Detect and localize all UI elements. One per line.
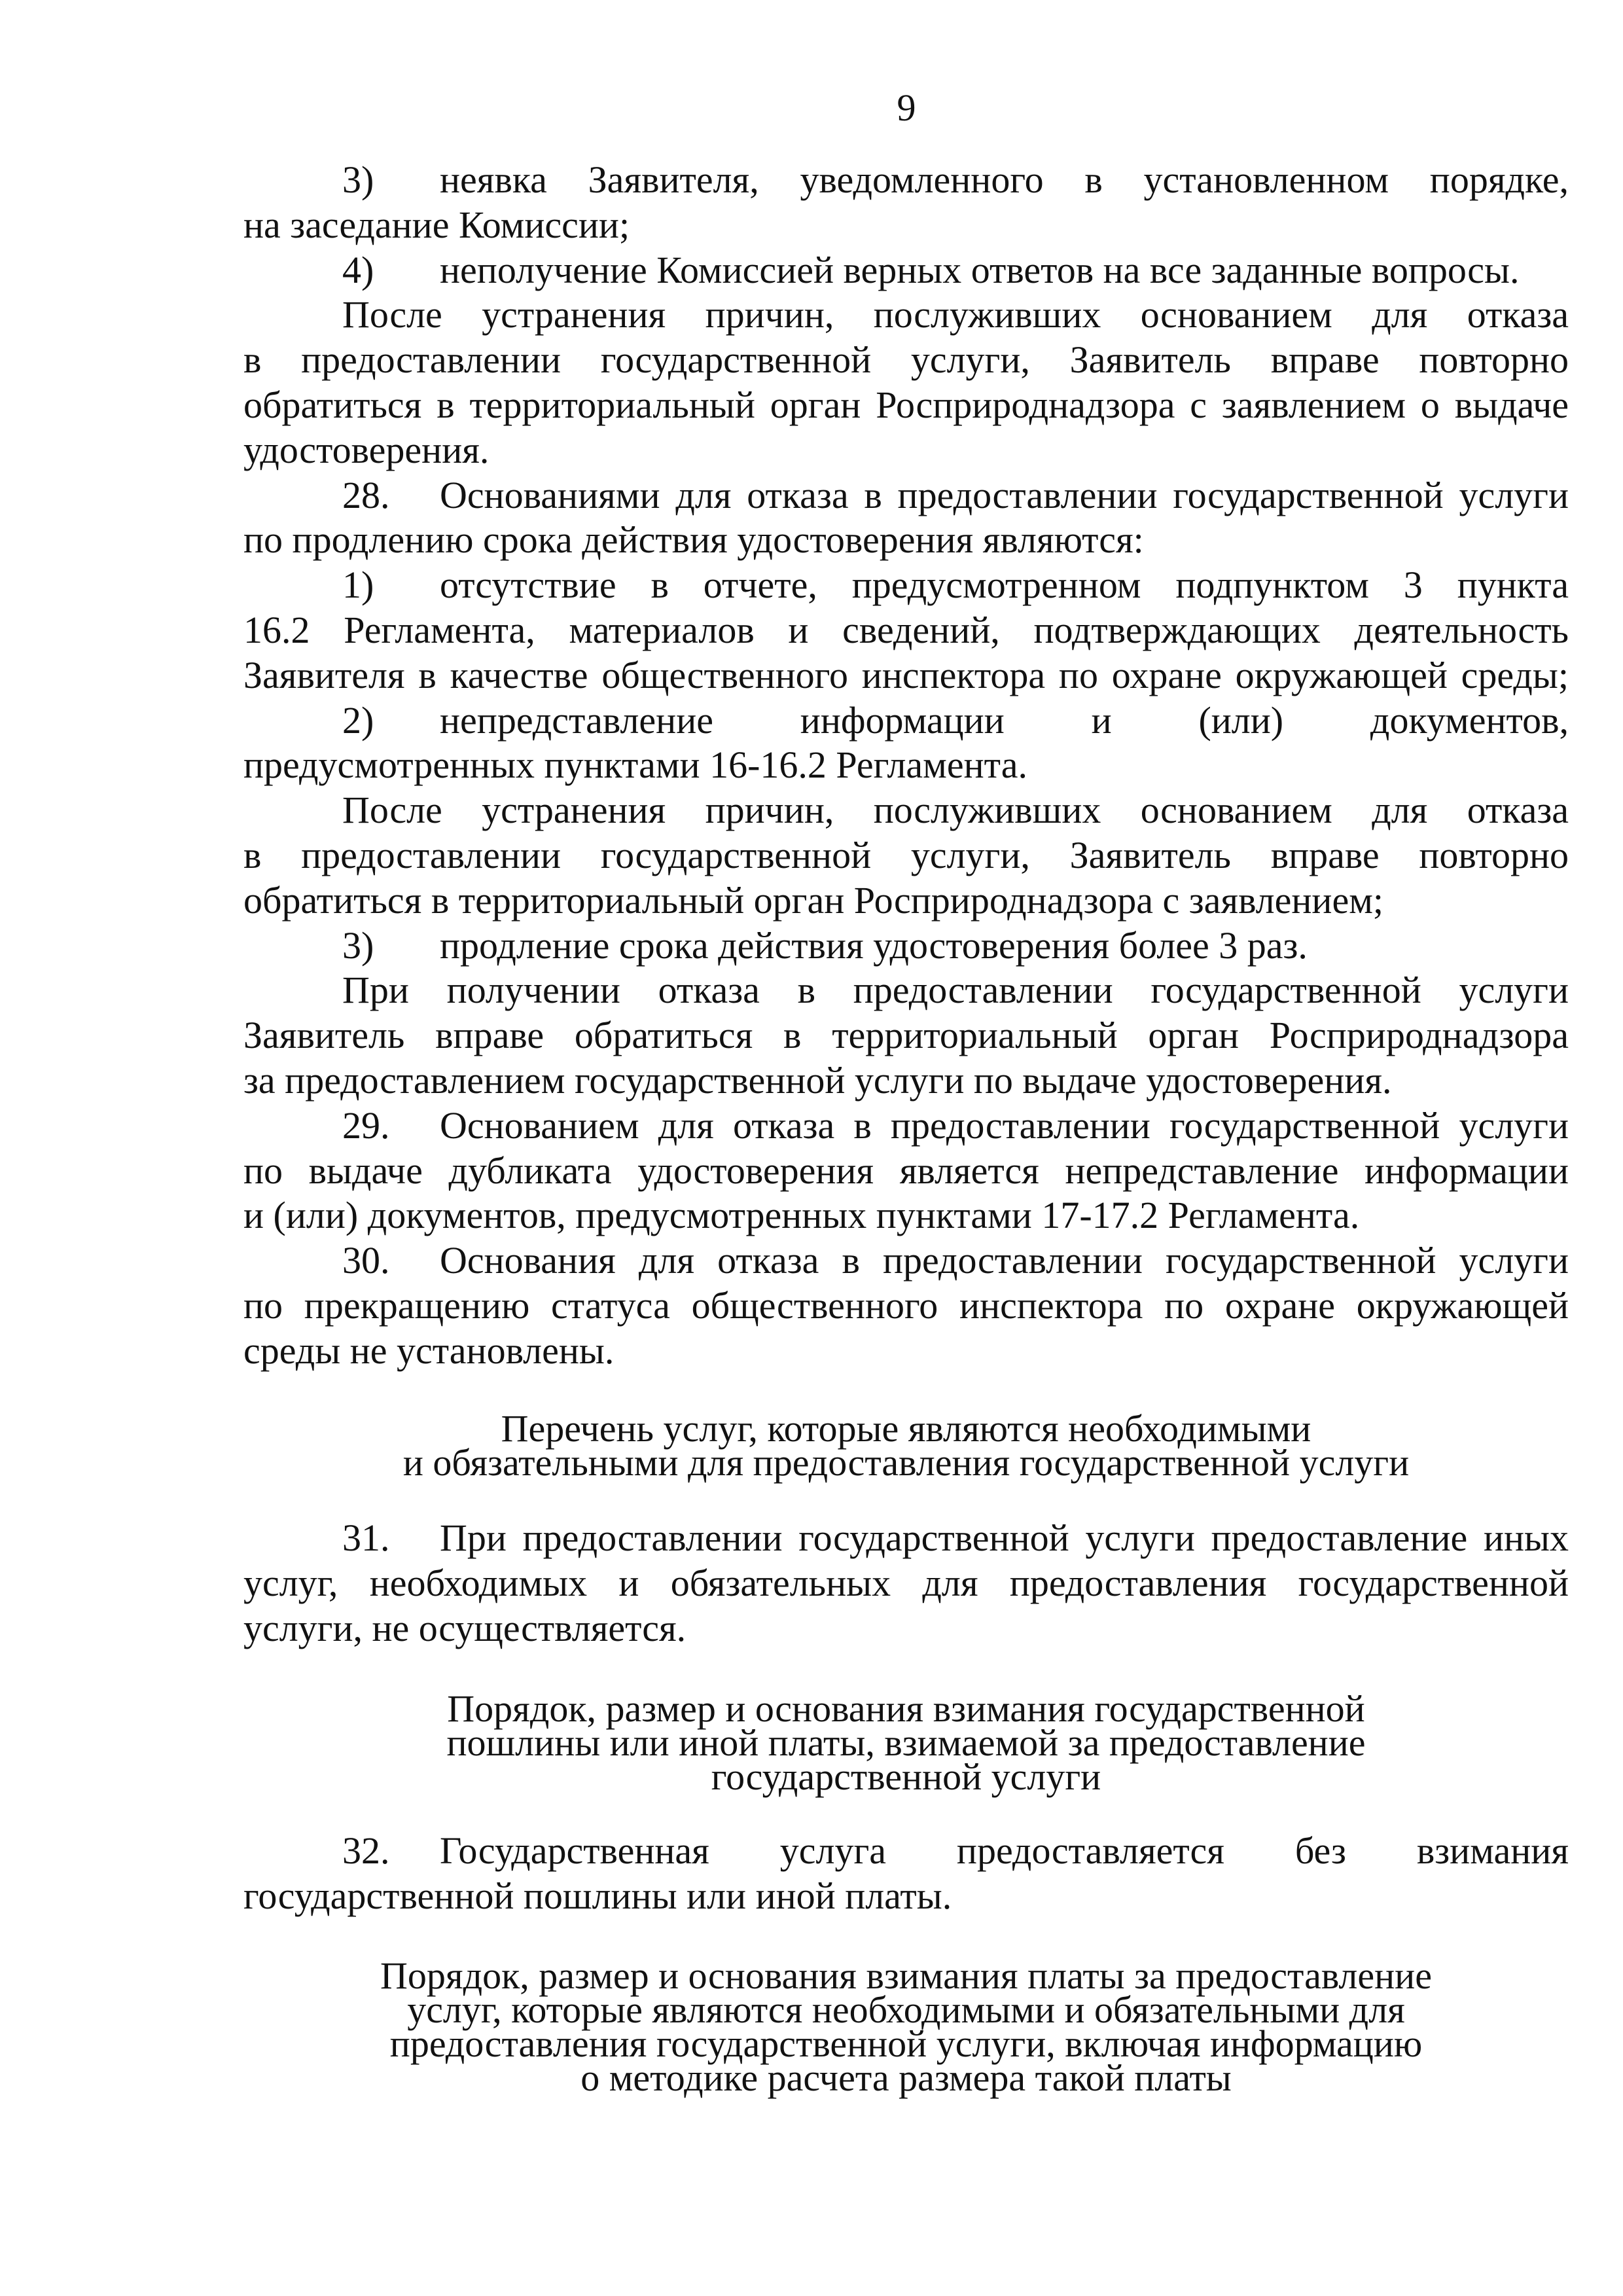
line-text: среды не установлены. bbox=[243, 1329, 615, 1372]
line-text: по выдаче дубликата удостоверения является непредставление информации bbox=[243, 1149, 1569, 1192]
line-text: государственной пошлины или иной платы. bbox=[243, 1874, 952, 1917]
text-line bbox=[243, 428, 1569, 473]
heading-line: государственной услуги bbox=[711, 1755, 1101, 1798]
heading-line: услуг, которые являются необходимыми и обязательными для bbox=[407, 1988, 1405, 2031]
text-line bbox=[243, 1149, 1569, 1194]
heading-line: Перечень услуг, которые являются необходимыми bbox=[501, 1407, 1311, 1450]
heading-line: о методике расчета размера такой платы bbox=[580, 2056, 1232, 2099]
line-text: на заседание Комиссии; bbox=[243, 203, 630, 246]
text-line bbox=[243, 473, 1569, 518]
item-number: 30. bbox=[342, 1239, 390, 1282]
heading-payment-methodology bbox=[243, 1954, 1569, 2099]
text-line bbox=[243, 293, 1569, 338]
line-text: по продлению срока действия удостоверения являются: bbox=[243, 518, 1144, 562]
text-line bbox=[243, 878, 1569, 924]
text-line bbox=[243, 248, 1569, 293]
text-line bbox=[243, 1013, 1569, 1058]
line-text: Основанием для отказа в предоставлении государственной услуги bbox=[440, 1103, 1569, 1147]
text-line bbox=[243, 1103, 1569, 1149]
text-line bbox=[243, 518, 1569, 563]
text-line bbox=[243, 1874, 1569, 1919]
line-text: неполучение Комиссией верных ответов на все заданные вопросы. bbox=[440, 248, 1520, 291]
text-line bbox=[243, 653, 1569, 698]
item-number: 32. bbox=[342, 1829, 390, 1872]
line-text: продление срока действия удостоверения более 3 раз. bbox=[440, 924, 1308, 967]
section-31 bbox=[243, 1516, 1569, 1651]
text-line bbox=[243, 1238, 1569, 1283]
item-number: 31. bbox=[342, 1516, 390, 1559]
line-text: непредставление информации и (или) документов, bbox=[440, 698, 1569, 742]
text-line bbox=[243, 698, 1569, 744]
item-number: 29. bbox=[342, 1103, 390, 1147]
heading-line: пошлины или иной платы, взимаемой за предоставление bbox=[446, 1721, 1366, 1764]
line-text: услуги, не осуществляется. bbox=[243, 1606, 687, 1649]
line-text: После устранения причин, послуживших основанием для отказа bbox=[342, 789, 1569, 832]
line-text: обратиться в территориальный орган Росприроднадзора с заявлением; bbox=[243, 878, 1384, 922]
text-line bbox=[243, 608, 1569, 653]
line-text: в предоставлении государственной услуги, Заявитель вправе повторно bbox=[243, 833, 1569, 876]
line-text: Заявителя в качестве общественного инспектора по охране окружающей среды; bbox=[243, 653, 1569, 696]
line-text: отсутствие в отчете, предусмотренном подпунктом 3 пункта bbox=[440, 564, 1569, 607]
text-line bbox=[243, 203, 1569, 248]
section-32 bbox=[243, 1829, 1569, 1919]
text-line bbox=[243, 1829, 1569, 1874]
line-text: Основания для отказа в предоставлении государственной услуги bbox=[440, 1239, 1569, 1282]
heading-line: предоставления государственной услуги, включая информацию bbox=[389, 2022, 1423, 2065]
text-line bbox=[243, 338, 1569, 383]
line-text: Заявитель вправе обратиться в территориальный орган Росприроднадзора bbox=[243, 1014, 1569, 1057]
text-line bbox=[243, 1283, 1569, 1329]
text-line bbox=[243, 1329, 1569, 1374]
text-line bbox=[243, 1606, 1569, 1651]
item-number: 3) bbox=[342, 924, 374, 967]
text-line bbox=[243, 158, 1569, 203]
line-text: удостоверения. bbox=[243, 428, 490, 471]
line-text: обратиться в территориальный орган Росприроднадзора с заявлением о выдаче bbox=[243, 383, 1569, 426]
text-line bbox=[243, 968, 1569, 1013]
line-text: При предоставлении государственной услуги предоставление иных bbox=[440, 1516, 1569, 1559]
line-text: и (или) документов, предусмотренных пунктами 17-17.2 Регламента. bbox=[243, 1194, 1360, 1237]
line-text: После устранения причин, послуживших основанием для отказа bbox=[342, 293, 1569, 336]
item-number: 2) bbox=[342, 698, 374, 742]
line-text: по прекращению статуса общественного инспектора по охране окружающей bbox=[243, 1283, 1569, 1327]
line-text: услуг, необходимых и обязательных для предоставления государственной bbox=[243, 1561, 1569, 1604]
text-line bbox=[243, 1193, 1569, 1238]
line-text: Основаниями для отказа в предоставлении государственной услуги bbox=[440, 473, 1569, 516]
line-text: за предоставлением государственной услуги по выдаче удостоверения. bbox=[243, 1058, 1392, 1102]
item-number: 4) bbox=[342, 248, 374, 291]
line-text: Государственная услуга предоставляется без взимания bbox=[440, 1829, 1569, 1872]
text-line bbox=[243, 383, 1569, 428]
heading-line: Порядок, размер и основания взимания государственной bbox=[447, 1687, 1365, 1730]
text-line bbox=[243, 833, 1569, 878]
line-text: предусмотренных пунктами 16-16.2 Регламента. bbox=[243, 744, 1027, 787]
text-line bbox=[243, 743, 1569, 788]
heading-state-fee bbox=[243, 1687, 1569, 1798]
text-line bbox=[243, 1561, 1569, 1606]
page-number: 9 bbox=[897, 86, 916, 129]
line-text: 16.2 Регламента, материалов и сведений, подтверждающих деятельность bbox=[243, 608, 1569, 651]
heading-line: и обязательными для предоставления государственной услуги bbox=[402, 1441, 1410, 1484]
item-number: 1) bbox=[342, 564, 374, 607]
line-text: в предоставлении государственной услуги, Заявитель вправе повторно bbox=[243, 338, 1569, 382]
line-text: неявка Заявителя, уведомленного в установленном порядке, bbox=[440, 158, 1569, 201]
text-line bbox=[243, 1058, 1569, 1103]
item-number: 28. bbox=[342, 473, 390, 516]
item-number: 3) bbox=[342, 158, 374, 201]
text-line bbox=[243, 788, 1569, 833]
line-text: При получении отказа в предоставлении государственной услуги bbox=[342, 969, 1569, 1012]
text-line bbox=[243, 924, 1569, 969]
section-27-30 bbox=[243, 158, 1569, 1374]
text-line bbox=[243, 1516, 1569, 1561]
heading-line: Порядок, размер и основания взимания платы за предоставление bbox=[380, 1954, 1432, 1997]
text-line bbox=[243, 563, 1569, 608]
heading-required-services bbox=[243, 1407, 1569, 1484]
